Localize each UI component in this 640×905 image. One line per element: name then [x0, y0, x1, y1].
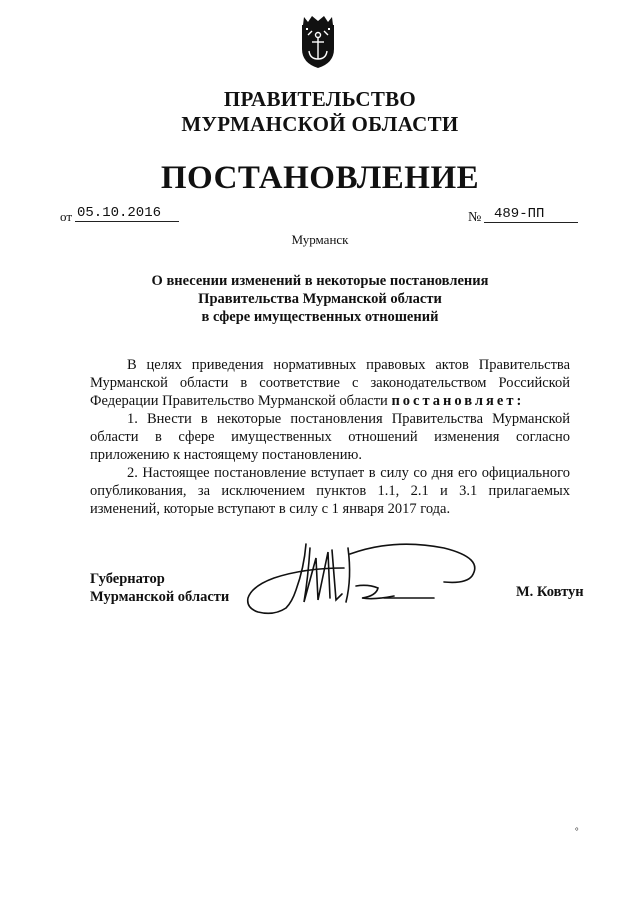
- footer-mark: °: [575, 826, 579, 836]
- coat-of-arms-emblem: [296, 13, 340, 69]
- government-name-line1: ПРАВИТЕЛЬСТВО: [223, 87, 417, 111]
- document-number: 489-ПП: [484, 206, 578, 223]
- position-line1: Губернатор: [90, 571, 165, 587]
- intro-paragraph: [90, 356, 570, 410]
- signatory-position: [90, 570, 229, 606]
- city-name: Мурманск: [291, 232, 349, 247]
- item-1-paragraph: 1. Внести в некоторые постановления Правительства Мурманской области в сфере имущественных отношений изменения согласно приложению к настоящему постановлению.: [90, 411, 570, 463]
- document-body: [90, 356, 570, 518]
- document-date: 05.10.2016: [75, 205, 179, 222]
- intro-text: В целях приведения нормативных правовых актов Правительства Мурманской области в соответствие с законодательством Российской Федерации Правительство Мурманской области: [90, 357, 570, 409]
- date-prefix: от: [60, 209, 73, 224]
- signatory-name: М. Ковтун: [516, 584, 584, 600]
- number-prefix: №: [468, 210, 482, 225]
- decree-word: постановляет:: [391, 393, 525, 409]
- item-2-paragraph: 2. Настоящее постановление вступает в силу со дня его официального опубликования, за исключением пунктов 1.1, 2.1 и 3.1 прилагаемых изменений, которые вступают в силу с 1 января 2017 года.: [90, 465, 570, 517]
- subject-line3: в сфере имущественных отношений: [201, 309, 439, 325]
- government-name-line2: МУРМАНСКОЙ ОБЛАСТИ: [181, 112, 459, 136]
- document-type-title: ПОСТАНОВЛЕНИЕ: [160, 160, 480, 196]
- position-line2: Мурманской области: [90, 589, 230, 605]
- subject-line2: Правительства Мурманской области: [198, 291, 442, 307]
- handwritten-signature: [244, 538, 490, 618]
- subject-line1: О внесении изменений в некоторые постановления: [151, 273, 489, 289]
